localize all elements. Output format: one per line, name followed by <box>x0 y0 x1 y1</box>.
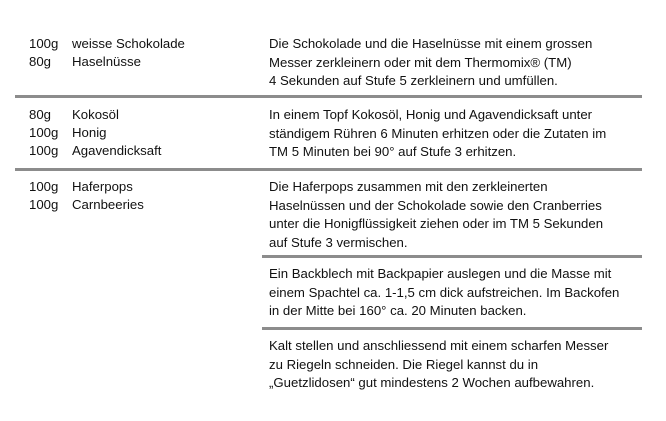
instruction-line: unter die Honigflüssigkeit ziehen oder im TM 5 Sekunden <box>269 216 604 232</box>
ingredient-row <box>29 142 259 160</box>
step-divider <box>262 327 642 330</box>
ingredient-quantity: 100g <box>29 143 59 158</box>
instruction-text <box>269 178 649 252</box>
ingredient-name: Agavendicksaft <box>72 143 162 158</box>
ingredient-quantity: 100g <box>29 36 59 51</box>
instruction-line: einem Spachtel ca. 1-1,5 cm dick aufstreichen. Im Backofen <box>269 284 620 300</box>
ingredient-quantity: 100g <box>29 179 59 194</box>
ingredient-name: Carnbeeries <box>72 197 144 212</box>
instruction-line: ständigem Rühren 6 Minuten erhitzen oder die Zutaten im <box>269 125 607 141</box>
ingredient-row <box>29 196 259 214</box>
instruction-line: Die Schokolade und die Haselnüsse mit einem grossen <box>269 36 593 51</box>
instruction-line: In einem Topf Kokosöl, Honig und Agavendicksaft unter <box>269 107 593 122</box>
ingredient-name: Kokosöl <box>72 107 119 122</box>
instruction-text <box>269 337 649 393</box>
step-divider <box>262 255 642 258</box>
ingredient-name: Honig <box>72 125 107 140</box>
ingredient-name: Haselnüsse <box>72 54 141 69</box>
ingredient-quantity: 100g <box>29 197 59 212</box>
step-divider <box>15 168 642 171</box>
ingredient-row <box>29 106 259 124</box>
recipe-step-3 <box>0 178 666 256</box>
ingredient-quantity: 100g <box>29 125 59 140</box>
instruction-line: Ein Backblech mit Backpapier auslegen und die Masse mit <box>269 266 612 281</box>
recipe-step-4 <box>0 265 666 325</box>
ingredient-name: weisse Schokolade <box>72 36 185 51</box>
instruction-line: Messer zerkleinern oder mit dem Thermomix® (TM) <box>269 54 572 70</box>
ingredient-list <box>29 178 259 214</box>
instruction-line: 4 Sekunden auf Stufe 5 zerkleinern und umfüllen. <box>269 73 558 89</box>
ingredient-quantity: 80g <box>29 54 52 69</box>
recipe-step-2 <box>0 106 666 166</box>
ingredient-row <box>29 53 259 71</box>
instruction-text <box>269 35 649 91</box>
instruction-line: TM 5 Minuten bei 90° auf Stufe 3 erhitzen. <box>269 144 517 160</box>
instruction-line: Haselnüssen und der Schokolade sowie den Cranberries <box>269 197 602 213</box>
step-divider <box>15 95 642 98</box>
ingredient-row <box>29 35 259 53</box>
instruction-text <box>269 265 649 321</box>
ingredient-list <box>29 106 259 160</box>
instruction-line: Die Haferpops zusammen mit den zerkleinerten <box>269 179 548 194</box>
instruction-line: auf Stufe 3 vermischen. <box>269 234 408 250</box>
recipe-step-1 <box>0 35 666 95</box>
ingredient-name: Haferpops <box>72 179 133 194</box>
instruction-line: in der Mitte bei 160° ca. 20 Minuten backen. <box>269 303 527 319</box>
instruction-line: Kalt stellen und anschliessend mit einem scharfen Messer <box>269 338 609 353</box>
recipe-step-5 <box>0 337 666 397</box>
instruction-line: „Guetzlidosen“ gut mindestens 2 Wochen aufbewahren. <box>269 375 595 391</box>
instruction-text <box>269 106 649 162</box>
ingredient-row <box>29 178 259 196</box>
ingredient-row <box>29 124 259 142</box>
ingredient-list <box>29 35 259 71</box>
instruction-line: zu Riegeln schneiden. Die Riegel kannst du in <box>269 356 539 372</box>
ingredient-quantity: 80g <box>29 107 52 122</box>
